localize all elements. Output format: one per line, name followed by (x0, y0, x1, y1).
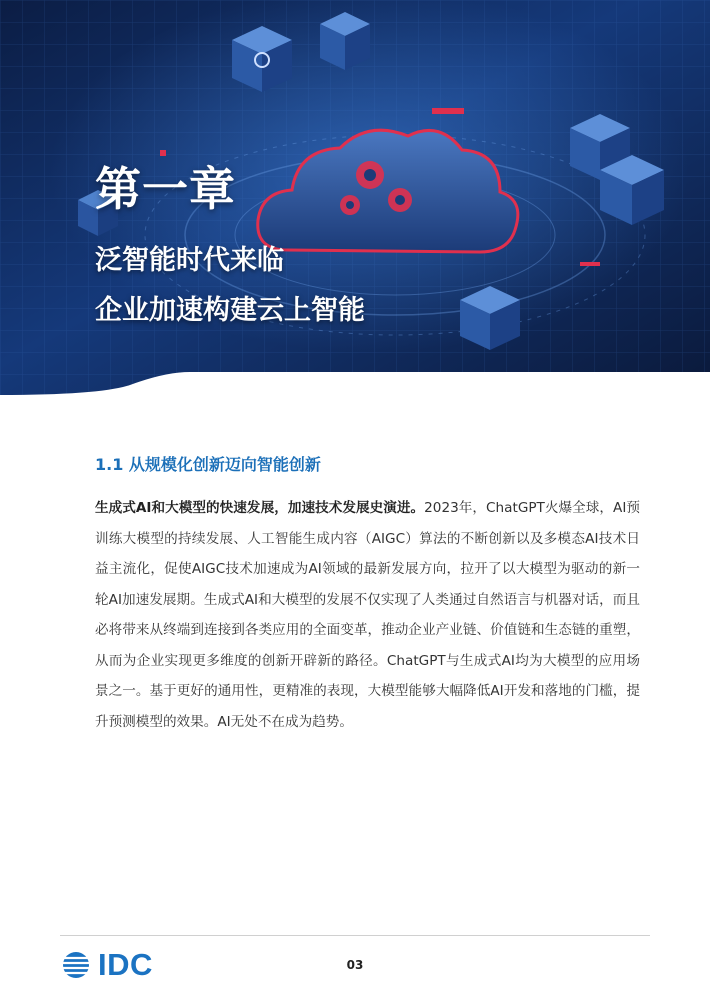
lead-sentence: 生成式AI和大模型的快速发展，加速技术发展史演进。 (95, 500, 425, 516)
hero-subtitle-line1: 泛智能时代来临 (95, 245, 284, 276)
hero-subtitle-line2: 企业加速构建云上智能 (95, 295, 365, 326)
cube-icon (320, 12, 370, 70)
body-text: 2023年，ChatGPT火爆全球，AI预训练大模型的持续发展、人工智能生成内容（AIGC）算法的不断创新以及多模态AI技术日益主流化，促使AIGC技术加速成为AI领域的最新发展方向，拉开了以大模型为驱动的新一轮AI加速发展期。生成式AI和大模型的发展不仅实现了人类通过自然语言与机器对话，而且必将带来从终端到连接到各类应用的全面变革，推动企业产业链、价值链和生态链的重塑，从而为企业实现更多维度的创新开辟新的路径。ChatGPT与生成式AI均为大模型的应用场景之一。基于更好的通用性，更精准的表现，大模型能够大幅降低AI开发和落地的门槛，提升预测模型的效果。AI无处不在成为趋势。 (95, 500, 640, 730)
page-number: 03 (346, 958, 364, 972)
cube-icon (232, 26, 292, 92)
hero-banner (0, 0, 710, 405)
chapter-title: 第一章 (95, 162, 236, 216)
footer-divider (60, 935, 650, 936)
body-paragraph (95, 493, 640, 737)
logo-text: IDC (98, 947, 153, 982)
section-heading: 1.1 从规模化创新迈向智能创新 (95, 455, 321, 474)
